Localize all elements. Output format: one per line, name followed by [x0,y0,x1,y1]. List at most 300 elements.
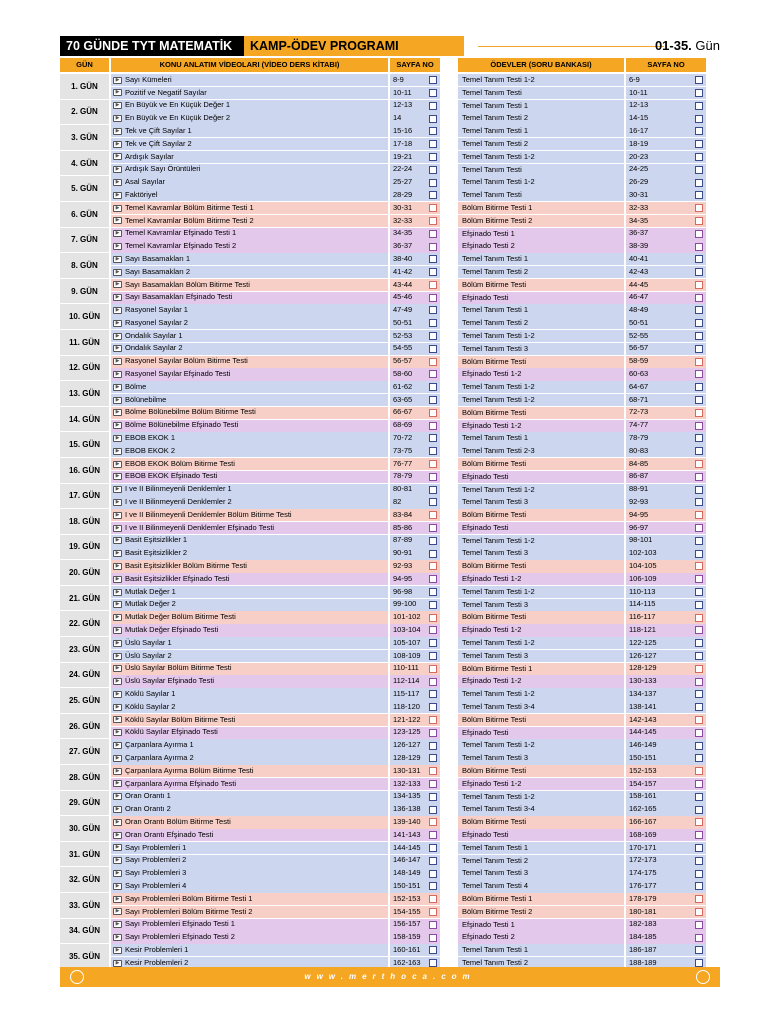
video-done-checkbox[interactable] [429,767,437,775]
homework-done-checkbox[interactable] [695,690,703,698]
homework-done-checkbox[interactable] [695,639,703,647]
day-label: 20. GÜN [60,560,109,586]
video-done-checkbox[interactable] [429,319,437,327]
video-done-checkbox[interactable] [429,281,437,289]
homework-pages-label: 158-161 [629,791,657,801]
video-topic [111,356,388,368]
video-done-checkbox[interactable] [429,678,437,686]
homework-pages [626,624,706,636]
table-row [111,842,720,855]
video-done-checkbox[interactable] [429,665,437,673]
video-pages [390,304,440,316]
homework-pages-label: 52-55 [629,330,649,340]
video-done-checkbox[interactable] [429,422,437,430]
video-done-checkbox[interactable] [429,486,437,494]
homework-pages [626,125,706,137]
video-done-checkbox[interactable] [429,204,437,212]
homework-done-checkbox[interactable] [695,243,703,251]
play-icon[interactable]: ▶ [113,819,122,826]
play-icon[interactable]: ▶ [113,537,122,544]
video-done-checkbox[interactable] [429,447,437,455]
video-topic [111,637,388,649]
video-topic-label: Kesir Problemleri 1 [125,944,189,954]
video-done-checkbox[interactable] [429,396,437,404]
play-icon[interactable]: ▶ [113,102,122,109]
homework-done-checkbox[interactable] [695,908,703,916]
homework-pages [626,74,706,86]
video-done-checkbox[interactable] [429,754,437,762]
table-row [111,279,720,292]
play-icon[interactable]: ▶ [113,793,122,800]
play-icon[interactable]: ▶ [113,473,122,480]
homework-pages [626,343,706,355]
homework-pages-label: 114-115 [629,599,656,609]
video-done-checkbox[interactable] [429,179,437,187]
play-icon[interactable]: ▶ [113,870,122,877]
table-row [111,765,720,778]
video-done-checkbox[interactable] [429,716,437,724]
video-done-checkbox[interactable] [429,409,437,417]
video-pages [390,919,440,931]
play-icon[interactable]: ▶ [113,166,122,173]
homework-done-checkbox[interactable] [695,166,703,174]
video-done-checkbox[interactable] [429,882,437,890]
day-label: 15. GÜN [60,432,109,458]
homework-done-checkbox[interactable] [695,754,703,762]
homework-pages-label: 6-9 [629,74,640,84]
play-icon[interactable]: ▶ [113,269,122,276]
play-icon[interactable]: ▶ [113,921,122,928]
play-icon[interactable]: ▶ [113,320,122,327]
video-done-checkbox[interactable] [429,460,437,468]
play-icon[interactable]: ▶ [113,525,122,532]
video-done-checkbox[interactable] [429,498,437,506]
video-done-checkbox[interactable] [429,140,437,148]
homework-done-checkbox[interactable] [695,447,703,455]
play-icon[interactable]: ▶ [113,243,122,250]
homework-pages-label: 46-47 [629,292,649,302]
homework-done-checkbox[interactable] [695,89,703,97]
homework-title: Bölüm Bitirme Testi [458,356,624,368]
video-done-checkbox[interactable] [429,153,437,161]
homework-pages-label: 72-73 [629,407,649,417]
video-done-checkbox[interactable] [429,575,437,583]
homework-done-checkbox[interactable] [695,179,703,187]
video-pages [390,138,440,150]
video-pages-label: 126-127 [393,740,421,750]
day-group [60,151,720,177]
play-icon[interactable]: ▶ [113,742,122,749]
homework-pages-label: 176-177 [629,880,657,890]
homework-done-checkbox[interactable] [695,934,703,942]
video-topic-label: Rasyonel Sayılar 2 [125,317,188,327]
homework-done-checkbox[interactable] [695,358,703,366]
play-icon[interactable]: ▶ [113,435,122,442]
homework-done-checkbox[interactable] [695,882,703,890]
video-done-checkbox[interactable] [429,524,437,532]
video-done-checkbox[interactable] [429,818,437,826]
play-icon[interactable]: ▶ [113,844,122,851]
play-icon[interactable]: ▶ [113,883,122,890]
play-icon[interactable]: ▶ [113,333,122,340]
play-icon[interactable]: ▶ [113,768,122,775]
day-label: 14. GÜN [60,407,109,433]
homework-done-checkbox[interactable] [695,921,703,929]
homework-title: Temel Tanım Testi 3 [458,867,624,879]
homework-done-checkbox[interactable] [695,652,703,660]
play-icon[interactable]: ▶ [113,77,122,84]
homework-done-checkbox[interactable] [695,396,703,404]
header-divider [478,46,664,47]
video-done-checkbox[interactable] [429,690,437,698]
homework-title: Efşinado Testi 1 [458,228,624,240]
play-icon[interactable]: ▶ [113,384,122,391]
homework-done-checkbox[interactable] [695,793,703,801]
homework-pages-label: 186-187 [629,944,657,954]
video-pages-label: 148-149 [393,868,421,878]
homework-done-checkbox[interactable] [695,511,703,519]
video-pages-label: 162-163 [393,957,421,967]
play-icon[interactable]: ▶ [113,192,122,199]
video-done-checkbox[interactable] [429,255,437,263]
homework-done-checkbox[interactable] [695,294,703,302]
homework-done-checkbox[interactable] [695,831,703,839]
homework-done-checkbox[interactable] [695,434,703,442]
homework-done-checkbox[interactable] [695,626,703,634]
video-topic-label: Çarpanlara Ayırma 2 [125,752,194,762]
homework-done-checkbox[interactable] [695,306,703,314]
video-done-checkbox[interactable] [429,959,437,967]
homework-done-checkbox[interactable] [695,76,703,84]
homework-done-checkbox[interactable] [695,460,703,468]
play-icon[interactable]: ▶ [113,461,122,468]
play-icon[interactable]: ▶ [113,857,122,864]
homework-pages [626,714,706,726]
video-done-checkbox[interactable] [429,806,437,814]
video-pages-label: 105-107 [393,637,421,647]
homework-pages-label: 56-57 [629,343,649,353]
play-icon[interactable]: ▶ [113,409,122,416]
play-icon[interactable]: ▶ [113,230,122,237]
play-icon[interactable]: ▶ [113,281,122,288]
video-topic [111,765,388,777]
video-pages-label: 68-69 [393,420,413,430]
play-icon[interactable]: ▶ [113,397,122,404]
homework-done-checkbox[interactable] [695,217,703,225]
homework-done-checkbox[interactable] [695,601,703,609]
play-icon[interactable]: ▶ [113,832,122,839]
video-done-checkbox[interactable] [429,127,437,135]
homework-done-checkbox[interactable] [695,191,703,199]
homework-pages-label: 84-85 [629,458,649,468]
play-icon[interactable]: ▶ [113,179,122,186]
video-done-checkbox[interactable] [429,511,437,519]
video-pages-label: 146-147 [393,855,421,865]
video-done-checkbox[interactable] [429,588,437,596]
homework-title: Efşinado Testi 1-2 [458,420,624,432]
homework-done-checkbox[interactable] [695,268,703,276]
homework-done-checkbox[interactable] [695,870,703,878]
homework-done-checkbox[interactable] [695,255,703,263]
video-done-checkbox[interactable] [429,345,437,353]
video-pages [390,752,440,764]
homework-pages [626,842,706,854]
homework-title: Efşinado Testi 1-2 [458,778,624,790]
video-done-checkbox[interactable] [429,729,437,737]
play-icon[interactable]: ▶ [113,499,122,506]
homework-done-checkbox[interactable] [695,844,703,852]
play-icon[interactable]: ▶ [113,780,122,787]
play-icon[interactable]: ▶ [113,627,122,634]
play-icon[interactable]: ▶ [113,755,122,762]
homework-pages-label: 182-183 [629,919,657,929]
play-icon[interactable]: ▶ [113,665,122,672]
play-icon[interactable]: ▶ [113,486,122,493]
video-done-checkbox[interactable] [429,115,437,123]
video-done-checkbox[interactable] [429,243,437,251]
video-done-checkbox[interactable] [429,306,437,314]
video-topic-label: Bölünebilme [125,394,167,404]
homework-done-checkbox[interactable] [695,383,703,391]
homework-pages [626,727,706,739]
homework-done-checkbox[interactable] [695,422,703,430]
video-topic-label: I ve II Bilinmeyenli Denklemler Bölüm Bitirme Testi [125,509,292,519]
video-pages-label: 158-159 [393,932,421,942]
video-done-checkbox[interactable] [429,626,437,634]
video-pages-label: 144-145 [393,842,421,852]
homework-pages-label: 162-165 [629,804,657,814]
video-done-checkbox[interactable] [429,870,437,878]
play-icon[interactable]: ▶ [113,563,122,570]
play-icon[interactable]: ▶ [113,550,122,557]
video-done-checkbox[interactable] [429,921,437,929]
table-row [111,496,720,509]
video-done-checkbox[interactable] [429,908,437,916]
homework-done-checkbox[interactable] [695,806,703,814]
homework-done-checkbox[interactable] [695,409,703,417]
play-icon[interactable]: ▶ [113,896,122,903]
homework-pages-label: 188-189 [629,957,657,967]
video-done-checkbox[interactable] [429,89,437,97]
homework-pages [626,471,706,483]
play-icon[interactable]: ▶ [113,422,122,429]
homework-done-checkbox[interactable] [695,703,703,711]
video-pages-label: 101-102 [393,612,421,622]
homework-done-checkbox[interactable] [695,498,703,506]
homework-done-checkbox[interactable] [695,524,703,532]
video-done-checkbox[interactable] [429,614,437,622]
homework-done-checkbox[interactable] [695,780,703,788]
video-topic-label: En Büyük ve En Küçük Değer 2 [125,113,231,123]
homework-done-checkbox[interactable] [695,345,703,353]
video-done-checkbox[interactable] [429,383,437,391]
video-done-checkbox[interactable] [429,76,437,84]
video-topic [111,253,388,265]
homework-done-checkbox[interactable] [695,153,703,161]
play-icon[interactable]: ▶ [113,653,122,660]
play-icon[interactable]: ▶ [113,256,122,263]
video-done-checkbox[interactable] [429,831,437,839]
table-row [111,394,720,407]
video-done-checkbox[interactable] [429,268,437,276]
homework-title: Temel Tanım Testi 1-2 [458,74,624,86]
play-icon[interactable]: ▶ [113,716,122,723]
play-icon[interactable]: ▶ [113,614,122,621]
homework-done-checkbox[interactable] [695,857,703,865]
homework-done-checkbox[interactable] [695,115,703,123]
homework-pages [626,765,706,777]
play-icon[interactable]: ▶ [113,512,122,519]
homework-title: Temel Tanım Testi 1-2 [458,151,624,163]
day-label: 12. GÜN [60,356,109,382]
homework-done-checkbox[interactable] [695,588,703,596]
video-done-checkbox[interactable] [429,434,437,442]
play-icon[interactable]: ▶ [113,691,122,698]
table-header [60,58,720,72]
play-icon[interactable]: ▶ [113,307,122,314]
day-group [60,944,720,970]
video-topic-label: Temel Kavramlar Efşinado Testi 1 [125,228,237,238]
homework-done-checkbox[interactable] [695,946,703,954]
homework-done-checkbox[interactable] [695,230,703,238]
homework-pages-label: 38-39 [629,241,649,251]
day-group [60,202,720,228]
video-done-checkbox[interactable] [429,537,437,545]
video-done-checkbox[interactable] [429,166,437,174]
homework-done-checkbox[interactable] [695,140,703,148]
video-done-checkbox[interactable] [429,217,437,225]
video-done-checkbox[interactable] [429,550,437,558]
video-done-checkbox[interactable] [429,844,437,852]
homework-done-checkbox[interactable] [695,281,703,289]
play-icon[interactable]: ▶ [113,704,122,711]
day-label: 9. GÜN [60,279,109,305]
homework-pages-label: 98-101 [629,535,653,545]
video-done-checkbox[interactable] [429,562,437,570]
day-group [60,842,720,868]
table-row [111,675,720,688]
video-done-checkbox[interactable] [429,370,437,378]
homework-done-checkbox[interactable] [695,127,703,135]
video-done-checkbox[interactable] [429,652,437,660]
play-icon[interactable]: ▶ [113,141,122,148]
homework-done-checkbox[interactable] [695,486,703,494]
video-done-checkbox[interactable] [429,230,437,238]
homework-done-checkbox[interactable] [695,895,703,903]
homework-done-checkbox[interactable] [695,716,703,724]
play-icon[interactable]: ▶ [113,448,122,455]
video-topic [111,164,388,176]
homework-done-checkbox[interactable] [695,665,703,673]
play-icon[interactable]: ▶ [113,89,122,96]
play-icon[interactable]: ▶ [113,128,122,135]
play-icon[interactable]: ▶ [113,576,122,583]
play-icon[interactable]: ▶ [113,908,122,915]
play-icon[interactable]: ▶ [113,294,122,301]
play-icon[interactable]: ▶ [113,217,122,224]
day-group [60,304,720,330]
homework-pages-label: 92-93 [629,497,649,507]
homework-done-checkbox[interactable] [695,767,703,775]
homework-pages-label: 116-117 [629,612,656,622]
video-topic [111,215,388,227]
homework-title: Temel Tanım Testi 2-3 [458,445,624,457]
video-pages [390,215,440,227]
play-icon[interactable]: ▶ [113,960,122,967]
play-icon[interactable]: ▶ [113,205,122,212]
homework-done-checkbox[interactable] [695,729,703,737]
homework-done-checkbox[interactable] [695,370,703,378]
play-icon[interactable]: ▶ [113,601,122,608]
homework-done-checkbox[interactable] [695,537,703,545]
play-icon[interactable]: ▶ [113,640,122,647]
homework-done-checkbox[interactable] [695,102,703,110]
table-row [111,816,720,829]
homework-done-checkbox[interactable] [695,319,703,327]
homework-done-checkbox[interactable] [695,614,703,622]
homework-done-checkbox[interactable] [695,678,703,686]
homework-done-checkbox[interactable] [695,473,703,481]
video-done-checkbox[interactable] [429,780,437,788]
play-icon[interactable]: ▶ [113,371,122,378]
play-icon[interactable]: ▶ [113,153,122,160]
video-done-checkbox[interactable] [429,639,437,647]
homework-done-checkbox[interactable] [695,550,703,558]
video-done-checkbox[interactable] [429,191,437,199]
play-icon[interactable]: ▶ [113,806,122,813]
video-done-checkbox[interactable] [429,934,437,942]
homework-done-checkbox[interactable] [695,332,703,340]
play-icon[interactable]: ▶ [113,934,122,941]
play-icon[interactable]: ▶ [113,345,122,352]
video-done-checkbox[interactable] [429,601,437,609]
video-done-checkbox[interactable] [429,703,437,711]
video-done-checkbox[interactable] [429,102,437,110]
day-label: 21. GÜN [60,586,109,612]
video-topic-label: Pozitif ve Negatif Sayılar [125,87,207,97]
video-done-checkbox[interactable] [429,332,437,340]
video-done-checkbox[interactable] [429,946,437,954]
homework-done-checkbox[interactable] [695,575,703,583]
day-group [60,663,720,689]
play-icon[interactable]: ▶ [113,678,122,685]
homework-done-checkbox[interactable] [695,204,703,212]
video-done-checkbox[interactable] [429,793,437,801]
homework-done-checkbox[interactable] [695,818,703,826]
play-icon[interactable]: ▶ [113,947,122,954]
video-done-checkbox[interactable] [429,742,437,750]
video-pages-label: 118-120 [393,701,420,711]
homework-done-checkbox[interactable] [695,742,703,750]
homework-done-checkbox[interactable] [695,959,703,967]
video-done-checkbox[interactable] [429,294,437,302]
video-topic [111,445,388,457]
homework-title: Efşinado Testi 1-2 [458,573,624,585]
play-icon[interactable]: ▶ [113,115,122,122]
table-row [111,663,720,676]
homework-done-checkbox[interactable] [695,562,703,570]
day-label: 28. GÜN [60,765,109,791]
video-done-checkbox[interactable] [429,857,437,865]
play-icon[interactable]: ▶ [113,358,122,365]
video-done-checkbox[interactable] [429,895,437,903]
video-done-checkbox[interactable] [429,473,437,481]
video-done-checkbox[interactable] [429,358,437,366]
play-icon[interactable]: ▶ [113,589,122,596]
table-row [111,266,720,279]
video-pages [390,803,440,815]
play-icon[interactable]: ▶ [113,729,122,736]
